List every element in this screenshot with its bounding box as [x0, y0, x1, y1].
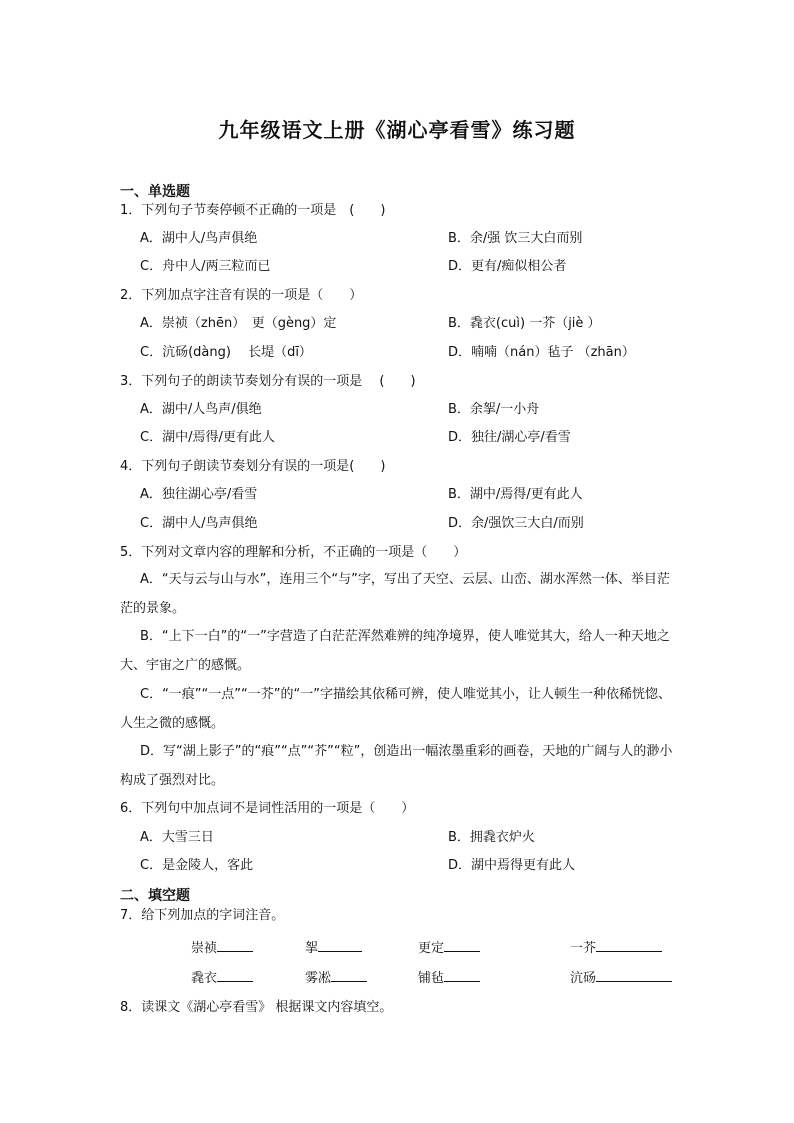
q2-option-d: D．喃喃（nán）毡子 （zhān） [448, 345, 635, 360]
answer-blank[interactable] [596, 937, 662, 952]
q2-option-b: B．毳衣(cuì) 一芥（jiè ） [448, 316, 601, 331]
q3-option-c: C．湖中/焉得/更有此人 [140, 430, 275, 445]
q6-option-d: D．湖中焉得更有此人 [448, 858, 576, 873]
q8-stem: 8．读课文《湖心亭看雪》 根据课文内容填空。 [120, 1000, 393, 1015]
q5-stem: 5．下列对文章内容的理解和分析，不正确的一项是（ ） [120, 545, 467, 560]
q3-option-a: A．湖中/人鸟声/俱绝 [140, 402, 262, 417]
answer-blank[interactable] [331, 967, 367, 982]
q1-option-b: B．余/强 饮三大白而别 [448, 231, 583, 246]
q4-option-d: D．余/强饮三大白/而别 [448, 516, 584, 531]
q5-option-c: C．“一痕”“一点”“一芥”的“一”字描绘其依稀可辨，使人唯觉其小，让人顿生一种依稀恍惚、人生之微的感慨。 [120, 687, 671, 731]
q1-option-a: A．湖中人/鸟声俱绝 [140, 231, 258, 246]
q7-word-5: 毳衣 [191, 967, 253, 989]
q6-option-c: C．是金陵人，客此 [140, 858, 254, 873]
answer-blank[interactable] [596, 967, 672, 982]
q4-option-a: A．独往湖心亭/看雪 [140, 487, 258, 502]
q1-stem: 1．下列句子节奏停顿不正确的一项是 ( ) [120, 203, 386, 218]
q4-stem: 4．下列句子朗读节奏划分有误的一项是( ) [120, 459, 386, 474]
q3-option-b: B．余挐/一小舟 [448, 402, 540, 417]
answer-blank[interactable] [444, 967, 480, 982]
section-heading-single-choice: 一、单选题 [120, 184, 190, 200]
q1-option-d: D．更有/痴似相公者 [448, 259, 567, 274]
q2-option-a: A．崇祯（zhēn） 更（gèng）定 [140, 316, 337, 331]
answer-blank[interactable] [318, 937, 362, 952]
q1-option-c: C．舟中人/两三粒而已 [140, 259, 271, 274]
q7-stem: 7．给下列加点的字词注音。 [120, 908, 285, 923]
q5-option-a: A．“天与云与山与水”，连用三个“与”字，写出了天空、云层、山峦、湖水浑然一体、举目茫茫的景象。 [120, 572, 670, 616]
q2-option-c: C．沆砀(dàng) 长堤（dī） [140, 345, 312, 360]
q7-word-2: 挐 [305, 937, 362, 959]
q7-word-1: 崇祯 [191, 937, 253, 959]
q4-option-c: C．湖中人/鸟声俱绝 [140, 516, 258, 531]
section-heading-fill-blank: 二、填空题 [120, 888, 190, 904]
q6-stem: 6．下列句中加点词不是词性活用的一项是（ ） [120, 801, 415, 816]
q7-word-6: 雾凇 [305, 967, 367, 989]
q3-option-d: D．独往/湖心亭/看雪 [448, 430, 571, 445]
q4-option-b: B．湖中/焉得/更有此人 [448, 487, 583, 502]
answer-blank[interactable] [444, 937, 480, 952]
page-title: 九年级语文上册《湖心亭看雪》练习题 [218, 118, 576, 142]
q5-option-d: D．写“湖上影子”的“痕”“点”“芥”“粒”，创造出一幅浓墨重彩的画卷，天地的广阔与人的渺小构成了强烈对比。 [120, 744, 673, 788]
q6-option-b: B．拥毳衣炉火 [448, 830, 535, 845]
q7-word-4: 一芥 [570, 937, 662, 959]
q7-word-8: 沆砀 [570, 967, 672, 989]
q7-word-7: 铺毡 [418, 967, 480, 989]
answer-blank[interactable] [217, 967, 253, 982]
q6-option-a: A．大雪三日 [140, 830, 214, 845]
q7-word-3: 更定 [418, 937, 480, 959]
q2-stem: 2．下列加点字注音有误的一项是（ ） [120, 288, 363, 303]
answer-blank[interactable] [217, 937, 253, 952]
q3-stem: 3．下列句子的朗读节奏划分有误的一项是 ( ) [120, 374, 416, 389]
q5-option-b: B．“上下一白”的“一”字营造了白茫茫浑然难辨的纯净境界，使人唯觉其大，给人一种天地之大、宇宙之广的感慨。 [120, 629, 670, 673]
